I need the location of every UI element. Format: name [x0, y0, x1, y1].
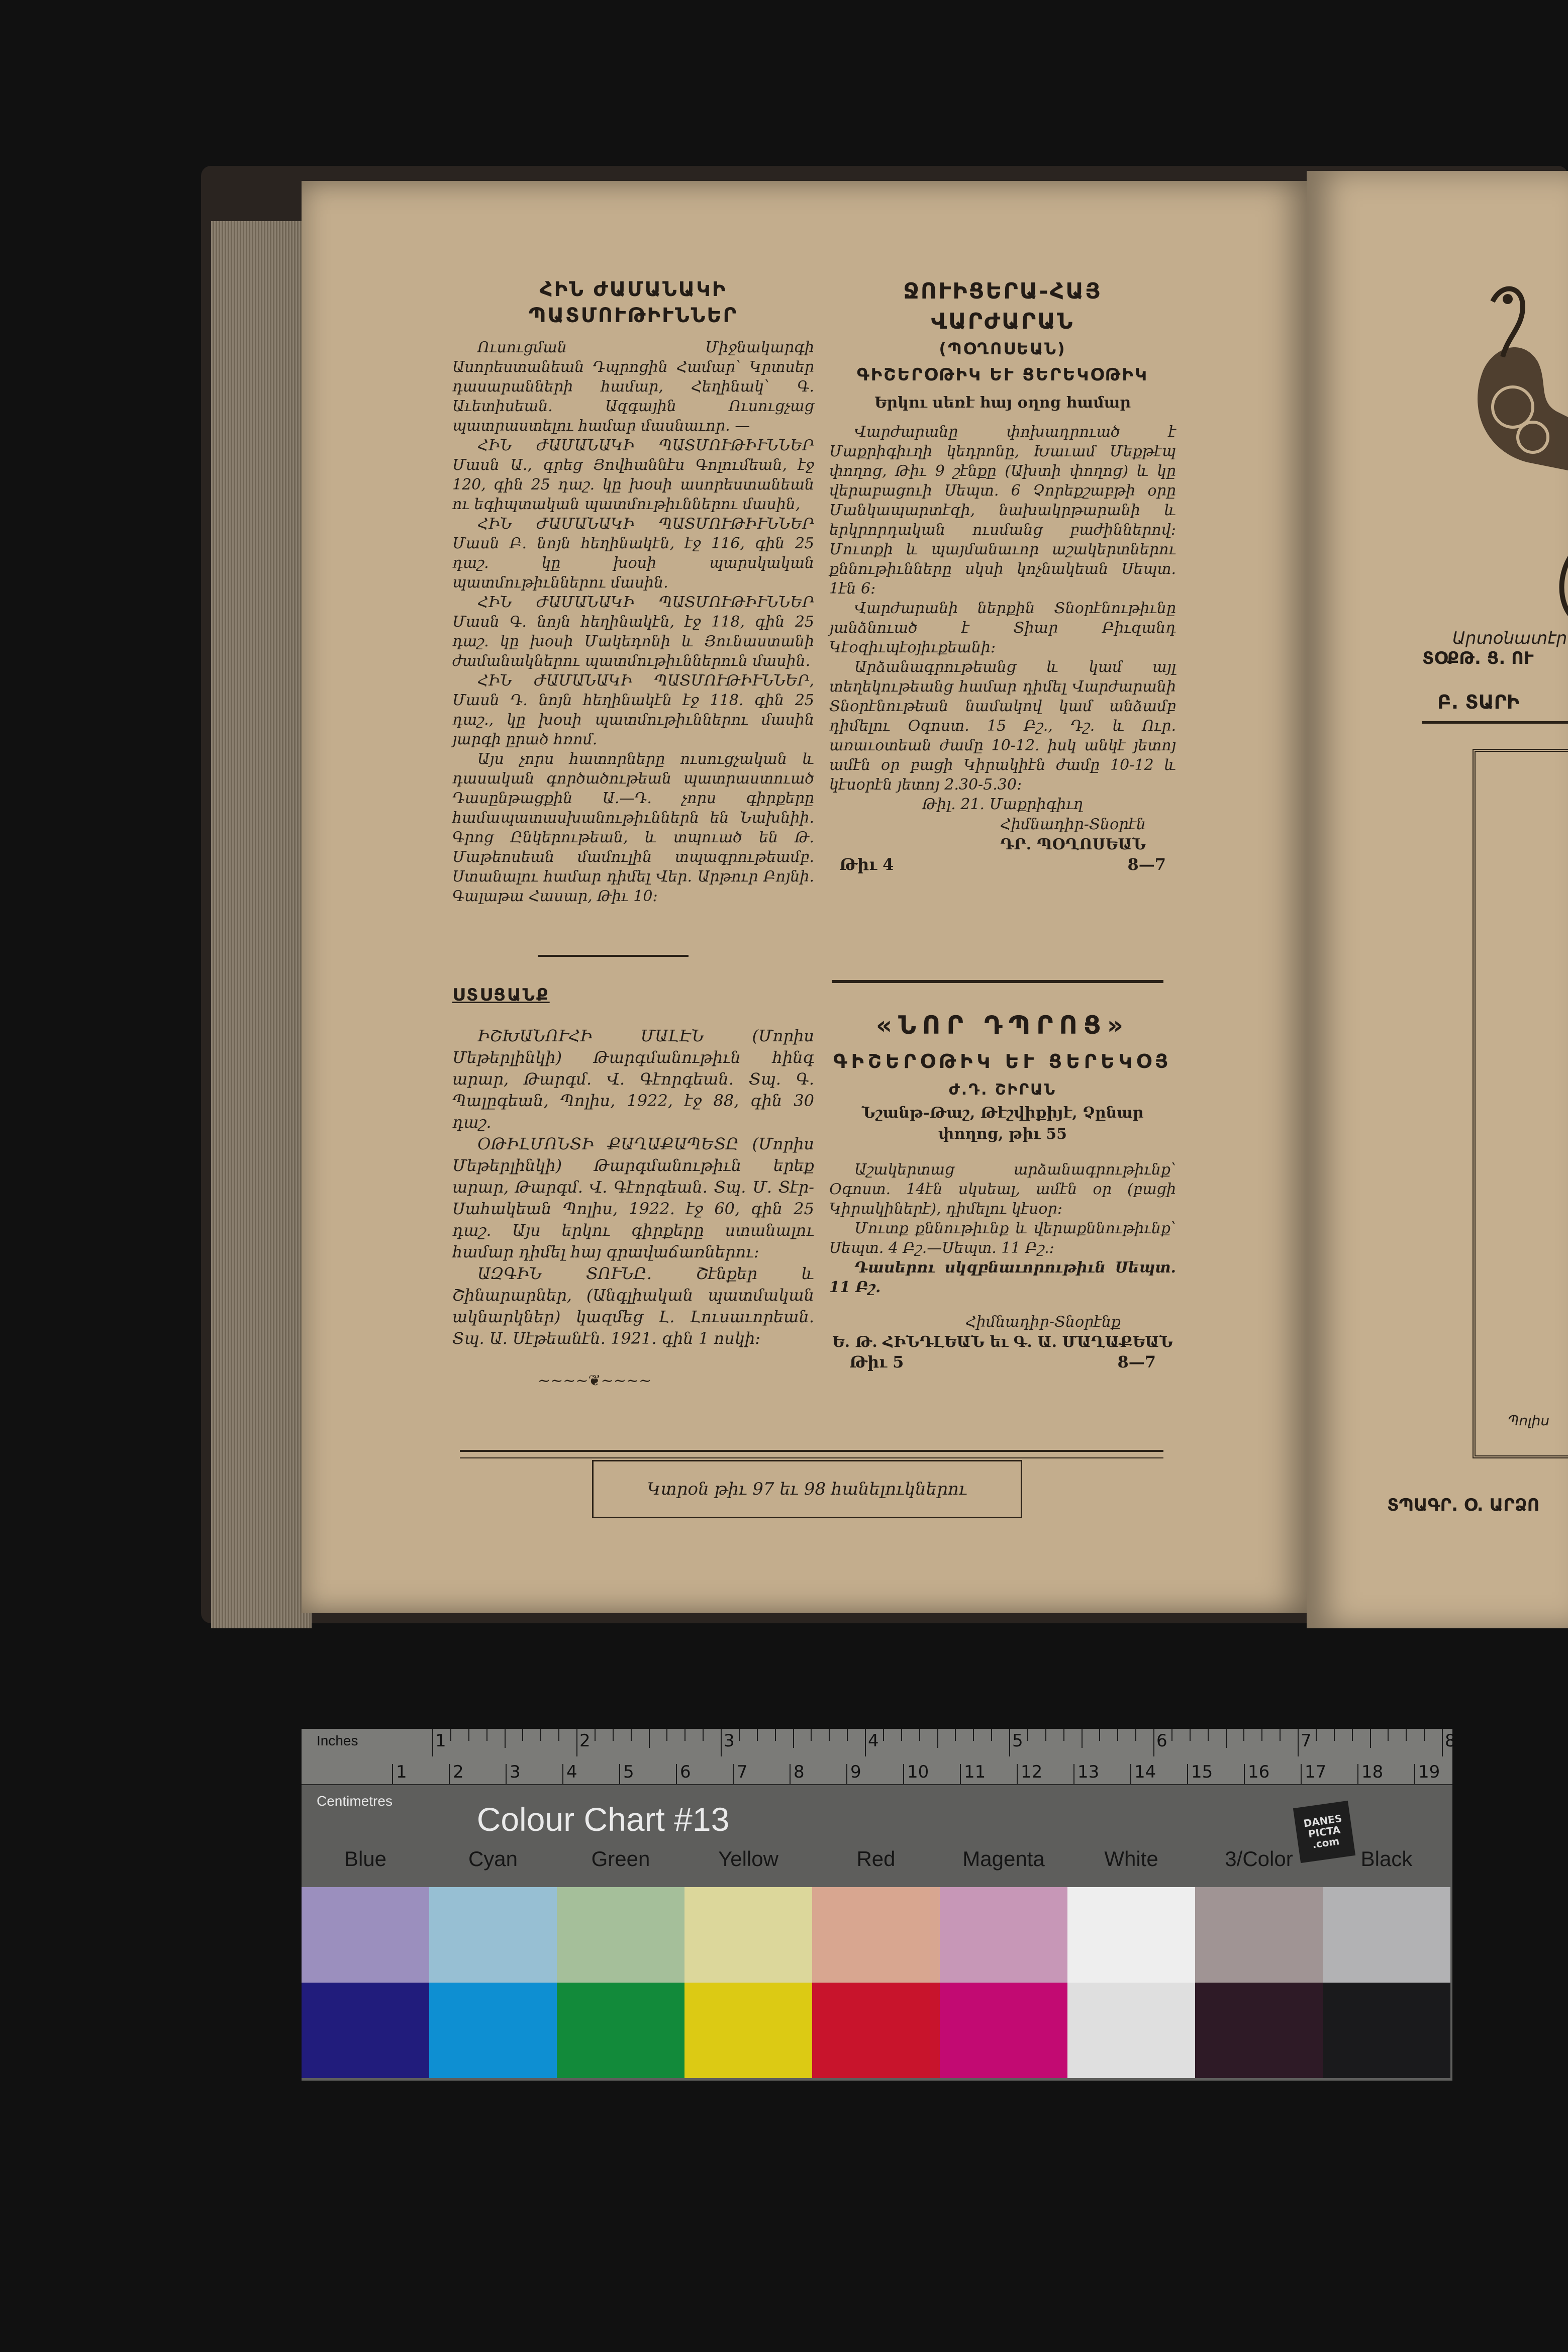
- inch-subtick: [468, 1729, 469, 1741]
- swatch-solid: [302, 1983, 429, 2078]
- swatch-label: Blue: [344, 1847, 387, 1871]
- cm-tick: [1414, 1764, 1415, 1784]
- inch-subtick: [1027, 1729, 1028, 1741]
- swatch-label: White: [1104, 1847, 1158, 1871]
- swatch-solid: [940, 1983, 1067, 2078]
- ad1-type: ԳԻՇԵՐՕԹԻԿ ԵՒ ՑԵՐԵԿՕԹԻԿ: [856, 365, 1149, 385]
- ad2-range: 8—7: [1117, 1352, 1156, 1371]
- inch-subtick: [775, 1729, 776, 1741]
- swatch-label: Yellow: [718, 1847, 778, 1871]
- inch-subtick: [613, 1729, 614, 1741]
- left-para-3: ՀԻՆ ԺԱՄԱՆԱԿԻ ՊԱՏՄՈՒԹԻՒՆՆԵՐ Մասն Բ. նոյն հեղինակէն, էջ 116, գին 25 դաշ. կը խօսի պարսկական պատմութիւններու մասին.: [452, 515, 814, 592]
- ad1-title: ՋՈՒԻՑԵՐԱ-ՀԱՅ ՎԱՐԺԱՐԱՆ: [903, 278, 1102, 334]
- cm-tick: [1017, 1764, 1018, 1784]
- cm-tick: [846, 1764, 847, 1784]
- page-edges: [211, 221, 312, 1628]
- swatch-label: Cyan: [468, 1847, 518, 1871]
- swatch-solid: [684, 1983, 812, 2078]
- cm-tick: [676, 1764, 677, 1784]
- rp-caption-5: ՏՊԱԳՐ. Օ. ԱՐՁՈ: [1387, 1495, 1540, 1515]
- cm-tick: [1130, 1764, 1131, 1784]
- ad1-para-1: Վարժարանը փոխադրուած է Մաքրիգիւղի կեդրոնը, Խաւամ Մեքթէպ փողոց, Թիւ 9 շէնքը (Ախտի փողոց) և կը վերաբացուի Սեպտ. 6 Չորեքշաբթի օրը Մանկապարտէզի, նախակրթարանի և երկրորդական ուսմանց բաժիններով։ Մուտքի և պայմանաւոր աշակերտներու քննութիւնները սկսի կոչնակեան Սեպտ. 1էն 6։: [829, 423, 1176, 598]
- inch-subtick: [595, 1729, 596, 1741]
- swatch-solid: [1195, 1983, 1323, 2078]
- inch-subtick: [649, 1729, 650, 1748]
- ad2-signer-role: Հիմնադիր-Տնօրէնք: [965, 1313, 1121, 1331]
- cm-tick-label: 12: [1021, 1762, 1043, 1782]
- ad2-para-2: Մուտք քննութիւնք և վերաքննութիւնք՝ Սեպտ. 4 Բշ.—Սեպտ. 11 Բշ.։: [829, 1220, 1176, 1257]
- inch-tick: [576, 1729, 577, 1756]
- inch-subtick: [1280, 1729, 1281, 1741]
- rp-caption-2: ՏՕՔԹ. Ց. ՈՒ: [1422, 648, 1534, 668]
- ad2-city: Ժ.Դ. ՇԻՐԱՆ: [948, 1081, 1057, 1099]
- cm-tick-label: 17: [1305, 1762, 1327, 1782]
- inch-subtick: [1261, 1729, 1262, 1741]
- cm-tick-label: 7: [737, 1762, 748, 1782]
- cm-tick: [903, 1764, 904, 1784]
- swatch-tint: [812, 1887, 940, 1983]
- section-label: ՍՏՍՑԱՆՔ: [452, 985, 550, 1005]
- cm-tick: [1357, 1764, 1358, 1784]
- cm-tick-label: 9: [850, 1762, 861, 1782]
- inch-subtick: [558, 1729, 559, 1741]
- cm-tick: [619, 1764, 620, 1784]
- cm-tick: [562, 1764, 563, 1784]
- inch-subtick: [505, 1729, 506, 1748]
- inch-subtick: [1082, 1729, 1083, 1748]
- inch-subtick: [811, 1729, 812, 1741]
- ad1-signer-role: Հիմնադիր-Տնօրէն: [1000, 816, 1146, 833]
- footer-rule-bottom: [460, 1457, 1163, 1458]
- ad2-footer: [829, 1352, 1176, 1371]
- ad2-para-1: Աշակերտաց արձանագրութիւնք՝ Օգոստ. 14էն սկսեալ, ամէն օր (բացի Կիրակիներէ), դիմելու կէսօր։: [829, 1161, 1176, 1218]
- swatch-tint: [1323, 1887, 1450, 1983]
- right-column-ad1: [829, 276, 1176, 874]
- ad1-range: 8—7: [1127, 855, 1166, 874]
- inch-subtick: [666, 1729, 667, 1741]
- inch-subtick: [1406, 1729, 1407, 1741]
- rp-caption-4: Պոլիս: [1508, 1412, 1550, 1429]
- inch-tick: [432, 1729, 433, 1756]
- swatch-solid: [557, 1983, 684, 2078]
- inch-subtick: [703, 1729, 704, 1741]
- coupon-notice-text: Կտրօն թիւ 97 եւ 98 հանելուկներու: [647, 1479, 967, 1499]
- inch-subtick: [1190, 1729, 1191, 1741]
- cm-tick: [506, 1764, 507, 1784]
- chart-title: Colour Chart #13: [476, 1801, 730, 1838]
- inch-tick-label: 8: [1445, 1731, 1456, 1751]
- left-column: [452, 276, 814, 906]
- inch-subtick: [1117, 1729, 1118, 1741]
- inch-subtick: [1045, 1729, 1046, 1741]
- ad-separator-rule: [832, 980, 1163, 983]
- inch-subtick: [1226, 1729, 1227, 1748]
- swatch-label: Magenta: [962, 1847, 1045, 1871]
- cm-tick: [1244, 1764, 1245, 1784]
- ad1-footer: [829, 855, 1176, 874]
- swatch-tint: [429, 1887, 557, 1983]
- footer-rule-top: [460, 1450, 1163, 1452]
- inch-subtick: [1171, 1729, 1172, 1741]
- swatch-solid: [812, 1983, 940, 2078]
- cm-tick-label: 16: [1248, 1762, 1270, 1782]
- cm-tick-label: 3: [510, 1762, 521, 1782]
- cm-tick: [1073, 1764, 1074, 1784]
- inch-subtick: [1243, 1729, 1244, 1741]
- rp-ornament-frame: [1473, 749, 1568, 1458]
- inch-subtick: [486, 1729, 487, 1741]
- swatch-label: 3/Color: [1225, 1847, 1293, 1871]
- ad1-para-3: Արձանագրութեանց և կամ այլ տեղեկութեանց համար դիմել Վարժարանի Տնօրէնութեան նամակով կամ անձամբ դիմելու Օգոստ. 15 Բշ., Դշ. և Ուր. առաւօտեան ժամը 10-12. իսկ անկէ յետոյ ամէն օր բացի Կիրակիէն ժամը 10-12 և կէսօրէն յետոյ 2.30-5.30։: [829, 658, 1176, 794]
- left-para-4: ՀԻՆ ԺԱՄԱՆԱԿԻ ՊԱՏՄՈՒԹԻՒՆՆԵՐ Մասն Գ. նոյն հեղինակէն, էջ 118, գին 25 դաշ. կը խօսի Մակեդոնի և Յունաստանի ժամանակներու պատմութիւններուն մասին.: [452, 594, 814, 670]
- swatch-tint: [1195, 1887, 1323, 1983]
- inch-tick-label: 4: [868, 1731, 879, 1751]
- inch-subtick: [1334, 1729, 1335, 1741]
- swatch-tint: [1067, 1887, 1195, 1983]
- left-para-2: ՀԻՆ ԺԱՄԱՆԱԿԻ ՊԱՏՄՈՒԹԻՒՆՆԵՐ Մասն Ա., գրեց Յովհաննէս Գոլումեան, էջ 120, գին 25 դաշ. կը խօսի ասորեստանեան ու եգիպտական պատմութիւններու մասին,: [452, 437, 814, 513]
- inch-tick-label: 2: [579, 1731, 591, 1751]
- left-column-lower: [452, 985, 814, 1349]
- inch-subtick: [955, 1729, 956, 1741]
- cm-tick: [449, 1764, 450, 1784]
- left-title-line1: ՀԻՆ ԺԱՄԱՆԱԿԻ: [539, 278, 727, 301]
- inch-subtick: [991, 1729, 992, 1741]
- ad1-para-2: Վարժարանի ներքին Տնօրէնութիւնը յանձնուած է Տիար Բիւզանդ Կէօզիւպէօյիւքեանի։: [829, 600, 1176, 656]
- swatch-tint: [684, 1887, 812, 1983]
- cm-tick-label: 13: [1077, 1762, 1100, 1782]
- left-para-1: Ուսուցման Միջնակարգի Ասորեստանեան Դպրոցին Համար՝ Կրտսեր դասարանների համար, Հեղինակ՝ Գ. Աւետիսեան. Ազգային Ուսուցչաց պատրաստելու համար մասնաւոր. —: [452, 339, 814, 435]
- left-title-line2: ՊԱՏՄՈՒԹԻՒՆՆԵՐ: [528, 304, 738, 327]
- cm-tick-label: 10: [907, 1762, 929, 1782]
- cm-tick-label: 6: [680, 1762, 691, 1782]
- peacock-illustration: [1407, 271, 1568, 623]
- rp-caption-3: Բ. ՏԱՐԻ: [1437, 691, 1520, 713]
- inch-tick: [1442, 1729, 1443, 1756]
- inch-tick: [1298, 1729, 1299, 1756]
- left-para-7: ԻՇԽԱՆՈՒՀԻ ՄԱԼԷՆ (Մորիս Մեթերլինկի) Թարգմանութիւն հինգ արար, Թարգմ. Վ. Գէորգեան. Տպ. Գ. Պալըգեան, Պոլիս, 1922, էջ 88, գին 30 դաշ.: [452, 1026, 814, 1132]
- inch-subtick: [1352, 1729, 1353, 1741]
- ad2-issue: Թիւ 5: [849, 1352, 904, 1371]
- swatch-label: Green: [591, 1847, 650, 1871]
- left-para-6: Այս չորս հատորները ուսուցչական և դասական գործածութեան պատրաստուած Դասընթացքին Ա.—Դ. չորս գիրքերը համապատասխանութիւններն են Նախնիի. Գրոց Ընկերութեան, և տպուած են Թ. Մաթեոսեան մամուլին տպագրութեամբ. Ստանալու համար դիմել Վեր. Արթուր Բոյնի. Գալաթա Հասար, Թիւ 10։: [452, 750, 814, 905]
- inch-subtick: [793, 1729, 794, 1748]
- rp-rule: [1422, 721, 1568, 724]
- inch-subtick: [883, 1729, 884, 1741]
- inch-subtick: [1370, 1729, 1371, 1748]
- inch-subtick: [450, 1729, 451, 1741]
- cm-tick: [1301, 1764, 1302, 1784]
- inch-tick: [1009, 1729, 1010, 1756]
- colour-chart: [302, 1729, 1456, 2081]
- swatch-tint: [302, 1887, 429, 1983]
- inch-tick-label: 1: [435, 1731, 446, 1751]
- ad2-type: ԳԻՇԵՐՕԹԻԿ ԵՒ ՑԵՐԵԿՕՅ: [833, 1050, 1172, 1072]
- ad1-address: Թիլ. 21. Մաքրիգիւղ: [922, 796, 1083, 813]
- left-page: [302, 181, 1307, 1613]
- cm-tick: [1187, 1764, 1188, 1784]
- ad2-signer: Ե. Թ. ՀԻՆԴԼԵԱՆ եւ Գ. Ա. ՄԱՂԱՔԵԱՆ: [832, 1333, 1173, 1351]
- inch-subtick: [739, 1729, 740, 1741]
- ad1-issue: Թիւ 4: [839, 855, 894, 874]
- cm-tick-label: 15: [1191, 1762, 1213, 1782]
- right-column-ad2: [829, 1005, 1176, 1371]
- ruler-centimetres-label: Centimetres: [317, 1793, 393, 1809]
- swatch-solid: [1323, 1983, 1450, 2078]
- inch-tick: [1153, 1729, 1154, 1756]
- cm-tick: [960, 1764, 961, 1784]
- inch-subtick: [540, 1729, 541, 1741]
- inch-tick: [865, 1729, 866, 1756]
- inch-subtick: [757, 1729, 758, 1741]
- left-para-9: ԱԶԳԻՆ ՏՈՒՆԸ. Շէնքեր և Շինարարներ, (Անգլիական պատմական ակնարկներ) կազմեց Լ. Լուսաւորեան. Տպ. Ա. Սէթեանէն. 1921. գին 1 ոսկի։: [452, 1264, 814, 1348]
- inch-subtick: [829, 1729, 830, 1741]
- inch-subtick: [847, 1729, 848, 1741]
- ornament-flourish: ~~~~❦~~~~: [538, 1372, 652, 1390]
- coupon-notice: [592, 1460, 1022, 1518]
- cm-tick-label: 19: [1418, 1762, 1440, 1782]
- inch-subtick: [631, 1729, 632, 1741]
- cm-tick-label: 18: [1361, 1762, 1384, 1782]
- ruler-inches-label: Inches: [317, 1733, 358, 1748]
- inch-tick-label: 7: [1301, 1731, 1312, 1751]
- swatch-solid: [1067, 1983, 1195, 2078]
- danes-picta-logo: DANES PICTA .com: [1293, 1801, 1355, 1863]
- inch-tick-label: 6: [1156, 1731, 1167, 1751]
- ad2-para-3: Դասերու սկզբնաւորութիւն Սեպտ. 11 Բշ.: [829, 1259, 1176, 1296]
- inch-subtick: [1208, 1729, 1209, 1741]
- inch-tick-label: 3: [724, 1731, 735, 1751]
- inch-subtick: [1063, 1729, 1064, 1741]
- inch-subtick: [522, 1729, 523, 1741]
- inch-subtick: [1135, 1729, 1136, 1741]
- cm-tick-label: 1: [396, 1762, 407, 1782]
- rp-caption-1: Արտօնատէր: [1452, 628, 1567, 648]
- inch-subtick: [1388, 1729, 1389, 1741]
- left-para-8: ՕԹԻԼՄՈՆՏԻ ՔԱՂԱՔԱՊԵՏԸ (Մորիս Մեթերլինկի) Թարգմանութիւն երեք արար, Թարգմ. Վ. Գէորգեան. Տպ. Մ. Տէր-Սահակեան Պոլիս, 1922. էջ 60, գին 25 դաշ. Այս երկու գիրքերը ստանալու համար դիմել հայ գրավաճառներու։: [452, 1134, 814, 1261]
- ad2-title: «ՆՈՐ ԴՊՐՈՑ»: [875, 1011, 1130, 1040]
- ad2-address: Նշանթ-Թաշ, Թէշվիքիյէ, Չընար փողոց, թիւ 55: [861, 1104, 1144, 1143]
- cm-tick-label: 11: [964, 1762, 986, 1782]
- cm-tick: [392, 1764, 393, 1784]
- inch-subtick: [684, 1729, 685, 1741]
- swatch-label: Red: [856, 1847, 896, 1871]
- ruler: [302, 1729, 1456, 1785]
- inch-subtick: [919, 1729, 920, 1741]
- swatch-tint: [940, 1887, 1067, 1983]
- cm-tick-label: 8: [794, 1762, 805, 1782]
- cm-tick-label: 14: [1134, 1762, 1156, 1782]
- inch-subtick: [901, 1729, 902, 1741]
- cm-tick: [790, 1764, 791, 1784]
- swatch-label: Black: [1360, 1847, 1413, 1871]
- inch-subtick: [1099, 1729, 1100, 1741]
- inch-tick: [721, 1729, 722, 1756]
- cm-tick-label: 4: [566, 1762, 577, 1782]
- cm-tick-label: 5: [623, 1762, 634, 1782]
- inch-subtick: [973, 1729, 974, 1741]
- inch-subtick: [1316, 1729, 1317, 1741]
- left-para-5: ՀԻՆ ԺԱՄԱՆԱԿԻ ՊԱՏՄՈՒԹԻՒՆՆԵՐ, Մասն Դ. նոյն հեղինակէն էջ 118. գին 25 դաշ., կը խօսի պատմութիւններու մասին յարգի ըրած հռոմ.: [452, 672, 814, 748]
- ad1-signer: ԴՐ. ՊՕՂՈՍԵԱՆ: [1000, 836, 1146, 853]
- inch-subtick: [937, 1729, 938, 1748]
- inch-subtick: [1424, 1729, 1425, 1741]
- ad1-subtitle: (ՊՕՂՈՍԵԱՆ): [939, 339, 1066, 358]
- swatch-solid: [429, 1983, 557, 2078]
- swatch-tint: [557, 1887, 684, 1983]
- cm-tick-label: 2: [453, 1762, 464, 1782]
- cm-tick: [733, 1764, 734, 1784]
- inch-tick-label: 5: [1012, 1731, 1023, 1751]
- ornament-rule-1: [538, 955, 689, 957]
- ad1-tagline: Երկու սեռէ հայ օղոց համար: [874, 394, 1131, 412]
